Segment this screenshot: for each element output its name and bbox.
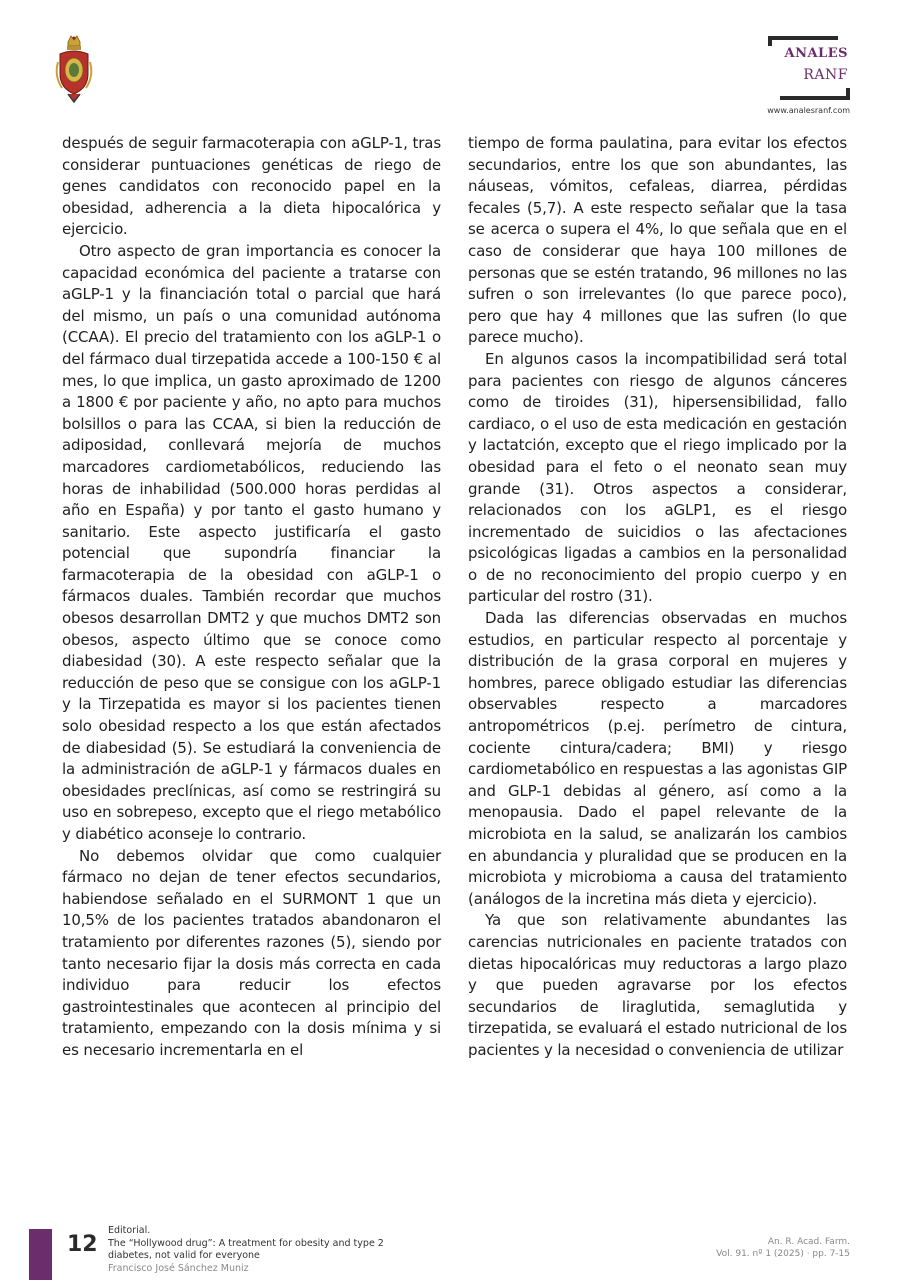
footer-journal: An. R. Acad. Farm. [767,1237,850,1247]
logo-bracket-bottom [780,88,850,100]
paragraph: Ya que son relativamente abundantes las carencias nutricionales en paciente tratados con dietas hipocalóricas muy reductoras a largo plazo y que pueden agravarse por los efectos secundarios de liraglutida, semaglutida y tirzepatida, se evaluará el estado nutricional de los pacientes y la necesidad o conveniencia de utilizar [468,911,847,1059]
footer-section: Editorial. [108,1225,151,1236]
left-text-column [62,133,441,1062]
right-text-column [468,133,847,1062]
paragraph: No debemos olvidar que como cualquier fármaco no dejan de tener efectos secundarios, habiendose señalado en el SURMONT 1 que un 10,5% de los pacientes tratados abandonaron el tratamiento por diferentes razones (5), siendo por tanto necesario fijar la dosis más correcta en cada individuo para reducir los efectos gastrointestinales que acontecen al principio del tratamiento, empezando con la dosis mínima y si es necesario incrementarla en el [62,846,441,1059]
brand-subtitle: RANF [803,67,848,83]
footer-citation [108,1225,384,1275]
journal-brand-logo [768,36,850,118]
paragraph: tiempo de forma paulatina, para evitar los efectos secundarios, entre los que son abundantes, las náuseas, vómitos, cefaleas, diarrea, pérdidas fecales (5,7). A este respecto señalar que la tasa se acerca o supera el 4%, lo que señala que en el caso de considerar que haya 100 millones de personas que se estén tratando, 96 millones no las sufren o son irrelevantes (lo que parece poco), pero que hay 4 millones que las sufren (lo que parece mucho). [468,134,847,347]
brand-url: www.analesranf.com [767,106,850,115]
paragraph: después de seguir farmacoterapia con aGLP-1, tras considerar puntuaciones genéticas de riego de genes candidatos con reconocido papel en la obesidad, adherencia a la dieta hipocalórica y ejercicio. [62,134,441,239]
paragraph: Otro aspecto de gran importancia es conocer la capacidad económica del paciente a tratarse con aGLP-1 y la financiación total o parcial que hará del mismo, un país o una comunidad autónoma (CCAA). El precio del tratamiento con los aGLP-1 o del fármaco dual tirzepatida accede a 100-150 € al mes, lo que implica, un gasto aproximado de 1200 a 1800 € por paciente y año, no apto para muchos bolsillos o para las CCAA, si bien la reducción de adiposidad, conllevará mejoría de muchos marcadores cardiometabólicos, reduciendo las horas de inhabilidad (500.000 horas perdidas al año en España) y por tanto el gasto humano y sanitario. Este aspecto justificaría el gasto potencial que supondría financiar la farmacoterapia de la obesidad con aGLP-1 o fármacos duales. También recordar que muchos obesos desarrollan DMT2 y que muchos DMT2 son obesos, aspecto último que se conoce como diabesidad (30). A este respecto señalar que la reducción de peso que se consigue con los aGLP-1 y la Tirzepatida es mayor si los pacientes tienen solo obesidad respecto a los que están afectados de diabesidad (5). Se estudiará la conveniencia de la administración de aGLP-1 y fármacos duales en obesidades preclínicas, así como se restringirá su uso en sobrepeso, excepto que el riego metabólico y diabético aconseje lo contrario. [62,241,441,843]
footer-title-line: diabetes, not valid for everyone [108,1250,260,1261]
brand-name: ANALES [784,46,848,61]
footer-accent-bar [29,1229,52,1280]
footer-volume: Vol. 91. nº 1 (2025) · pp. 7-15 [716,1248,850,1259]
footer-author: Francisco José Sánchez Muniz [108,1262,249,1274]
paragraph: En algunos casos la incompatibilidad será total para pacientes con riesgo de algunos cánceres como de tiroides (31), hipersensibilidad, fallo cardiaco, o el uso de esta medicación en gestación y lactatción, excepto que el riego implicado por la obesidad para el feto o el neonato sean muy grande (31). Otros aspectos a considerar, relacionados con los aGLP1, es el riesgo incrementado de suicidios o las afectaciones psicológicas ligadas a cambios en la personalidad o de no reconocimiento del propio cuerpo y en particular del rostro (31). [468,349,847,606]
footer-title-line: The “Hollywood drug”: A treatment for obesity and type 2 [108,1237,384,1249]
footer-journal-info [716,1237,850,1260]
page-number: 12 [67,1232,98,1257]
logo-bracket-top [768,36,838,46]
royal-academy-crest-icon [54,32,94,104]
paragraph: Dada las diferencias observadas en muchos estudios, en particular respecto al porcentaje y distribución de la grasa corporal en mujeres y hombres, parece obligado estudiar las diferencias observables respecto a marcadores antropométricos (p.ej. perímetro de cintura, cociente cintura/cadera; BMI) y riesgo cardiometabólico en respuestas a las agonistas GIP and GLP-1 debidas al género, así como a la menopausia. Dado el papel relevante de la microbiota en la salud, se analizarán los cambios en abundancia y pluralidad que se producen en la microbiota y microbioma a causa del tratamiento (análogos de la incretina más dieta y ejercicio). [468,609,847,908]
